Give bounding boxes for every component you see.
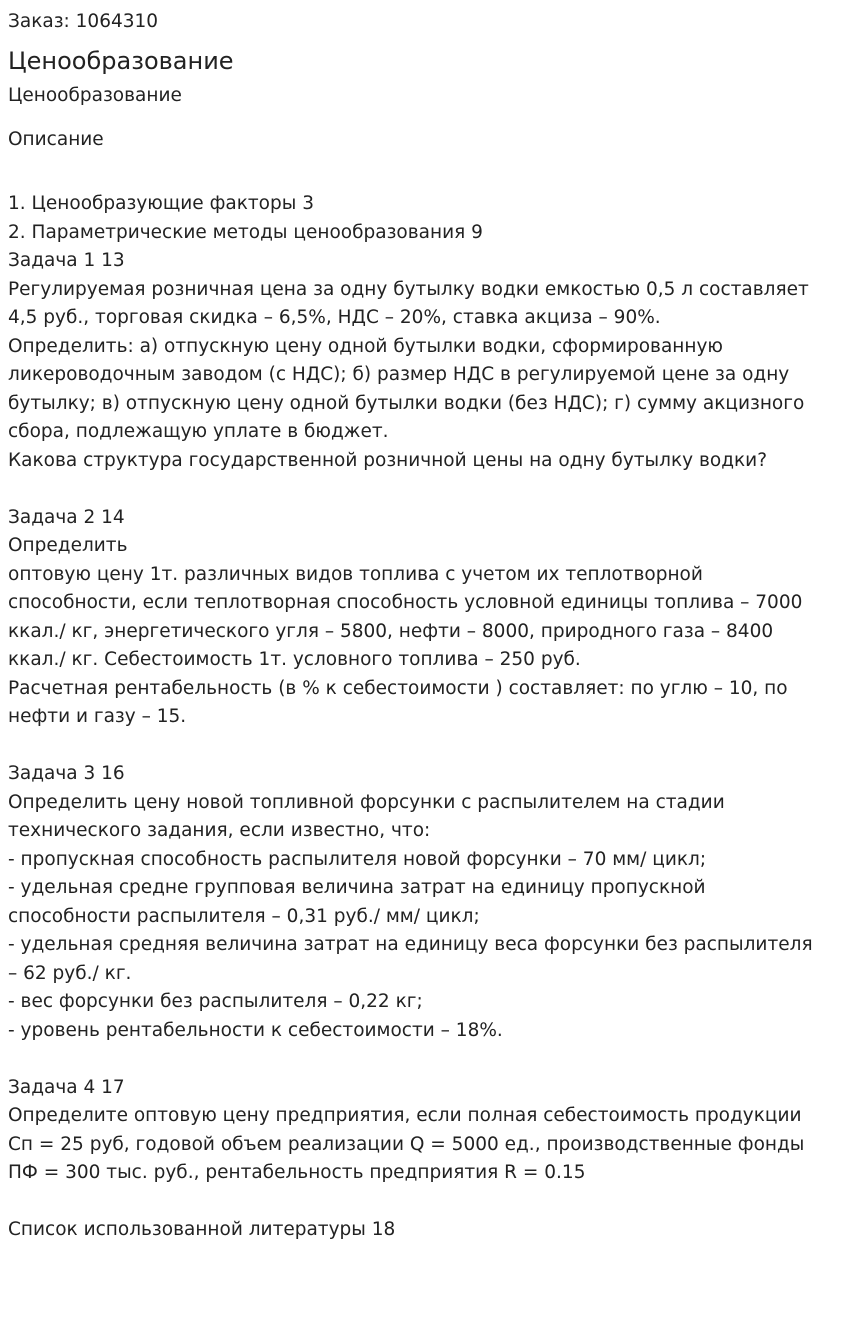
text-line: Задача 4 17 xyxy=(8,1076,125,1098)
text-line: 2. Параметрические методы ценообразования 9 xyxy=(8,221,483,243)
order-number: Заказ: 1064310 xyxy=(8,11,159,32)
blank-line xyxy=(8,732,839,761)
text-line: способности распылителя – 0,31 руб./ мм/ цикл; xyxy=(8,905,480,927)
text-line: Задача 1 13 xyxy=(8,250,125,271)
text-line: ликероводочным заводом (с НДС); б) размер НДС в регулируемой цене за одну xyxy=(8,364,790,385)
text-line: Список использованной литературы 18 xyxy=(8,1219,396,1240)
text-line: нефти и газу – 15. xyxy=(8,706,187,727)
text-line: Определить xyxy=(8,535,128,556)
text-line: - удельная средне групповая величина затрат на единицу пропускной xyxy=(8,877,706,898)
text-line: Сп = 25 руб, годовой объем реализации Q = 5000 ед., производственные фонды xyxy=(8,1133,805,1155)
text-line: Определить цену новой топливной форсунки с распылителем на стадии xyxy=(8,791,725,813)
text-line: оптовую цену 1т. различных видов топлива с учетом их теплотворной xyxy=(8,563,703,585)
text-line: - пропускная способность распылителя новой форсунки – 70 мм/ цикл; xyxy=(8,848,707,870)
blank-line xyxy=(8,1188,839,1217)
text-line: Расчетная рентабельность (в % к себестоимости ) составляет: по углю – 10, по xyxy=(8,677,788,699)
text-line: 4,5 руб., торговая скидка – 6,5%, НДС – 20%, ставка акциза – 90%. xyxy=(8,307,661,328)
text-line: - вес форсунки без распылителя – 0,22 кг; xyxy=(8,991,423,1012)
text-line: 1. Ценообразующие факторы 3 xyxy=(8,193,314,214)
text-line: ккал./ кг, энергетического угля – 5800, нефти – 8000, природного газа – 8400 xyxy=(8,620,774,642)
page-title: Ценообразование xyxy=(8,47,234,75)
text-line: – 62 руб./ кг. xyxy=(8,962,132,984)
description-label: Описание xyxy=(8,129,104,150)
text-line: ПФ = 300 тыс. руб., рентабельность предприятия R = 0.15 xyxy=(8,1162,586,1183)
text-line: Определить: а) отпускную цену одной бутылки водки, сформированную xyxy=(8,335,723,357)
blank-line xyxy=(8,1045,839,1074)
text-line: бутылку; в) отпускную цену одной бутылки водки (без НДС); г) сумму акцизного xyxy=(8,392,805,414)
text-line: Какова структура государственной розничной цены на одну бутылку водки? xyxy=(8,449,768,471)
text-line: технического задания, если известно, что: xyxy=(8,820,431,841)
description-body xyxy=(8,190,839,1245)
text-line: Регулируемая розничная цена за одну бутылку водки емкостью 0,5 л составляет xyxy=(8,278,809,300)
text-line: Задача 3 16 xyxy=(8,763,125,784)
blank-line xyxy=(8,475,839,504)
text-line: сбора, подлежащую уплате в бюджет. xyxy=(8,421,389,442)
text-line: Задача 2 14 xyxy=(8,506,125,528)
subtitle: Ценообразование xyxy=(8,85,182,106)
text-line: - удельная средняя величина затрат на единицу веса форсунки без распылителя xyxy=(8,934,813,955)
text-line: - уровень рентабельности к себестоимости – 18%. xyxy=(8,1019,503,1041)
text-line: способности, если теплотворная способность условной единицы топлива – 7000 xyxy=(8,592,803,613)
text-line: Определите оптовую цену предприятия, если полная себестоимость продукции xyxy=(8,1105,802,1126)
text-line: ккал./ кг. Себестоимость 1т. условного топлива – 250 руб. xyxy=(8,649,581,670)
